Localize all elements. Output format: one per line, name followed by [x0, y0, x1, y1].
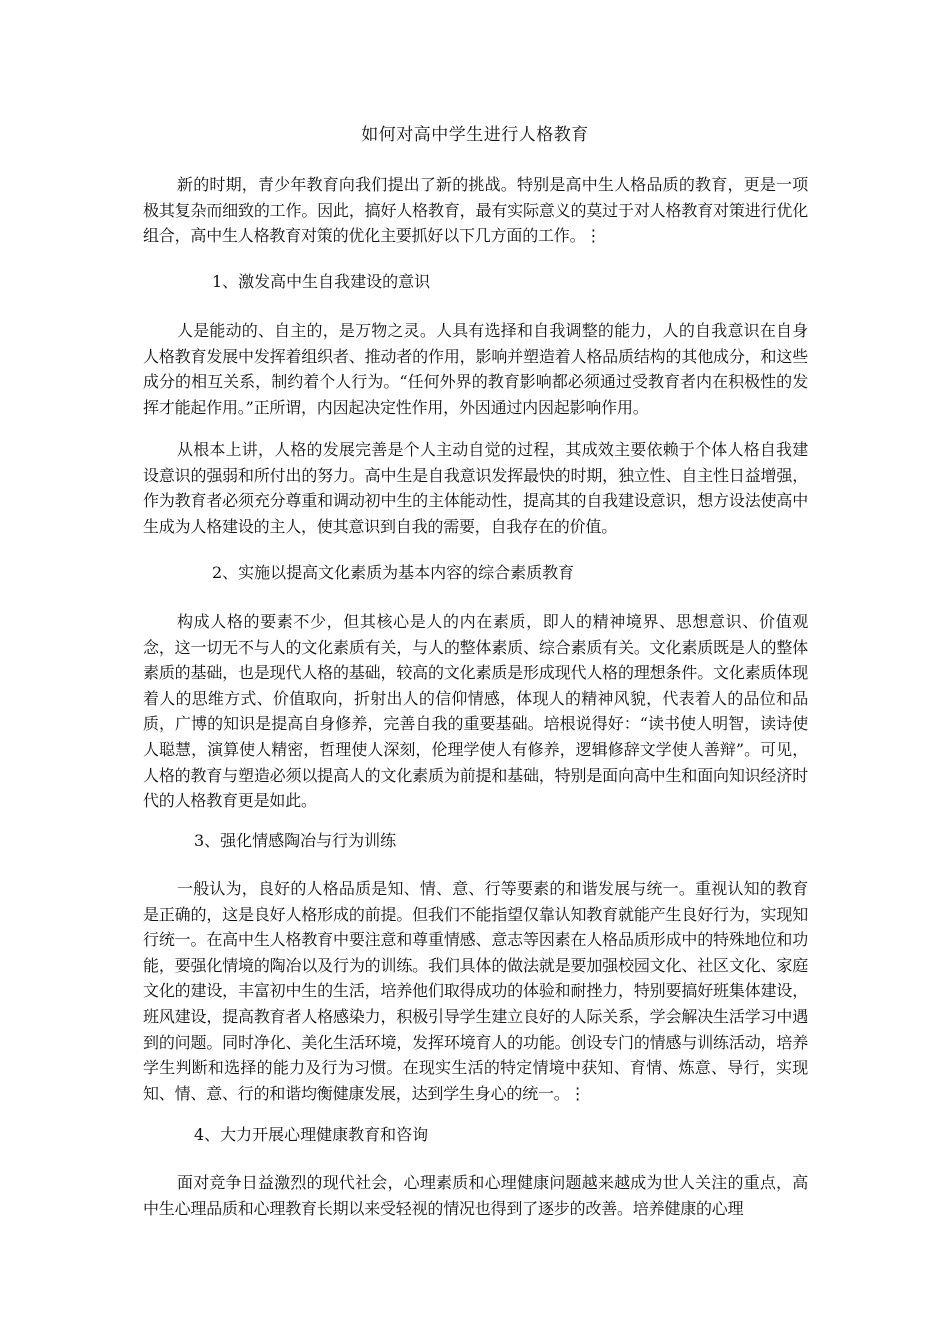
section-2-heading: 2、实施以提高文化素质为基本内容的综合素质教育: [212, 563, 575, 582]
section-2-paragraph-1: 构成人格的要素不少，但其核心是人的内在素质，即人的精神境界、思想意识、价值观念，这一切无不与人的文化素质有关，与人的整体素质、综合素质有关。文化素质既是人的整体素质的基础，也是现代人格的基础，较高的文化素质是形成现代人格的理想条件。文化素质体现着人的思维方式、价值取向，折射出人的信仰情感，体现人的精神风貌，代表着人的品位和品质，广博的知识是提高自身修养，完善自我的重要基础。培根说得好：“读书使人明智，读诗使人聪慧，演算使人精密，哲理使人深刻，伦理学使人有修养，逻辑修辞文学使人善辩”。可见，人格的教育与塑造必须以提高人的文化素质为前提和基础，特别是面向高中生和面向知识经济时代的人格教育更是如此。: [143, 612, 808, 811]
section-3-paragraph-1: 一般认为，良好的人格品质是知、情、意、行等要素的和谐发展与统一。重视认知的教育是正确的，这是良好人格形成的前提。但我们不能指望仅靠认知教育就能产生良好行为，实现知行统一。在高中生人格教育中要注意和尊重情感、意志等因素在人格品质形成中的特殊地位和功能，要强化情境的陶冶以及行为的训练。我们具体的做法就是要加强校园文化、社区文化、家庭文化的建设，丰富初中生的生活，培养他们取得成功的体验和耐挫力，特别要搞好班集体建设，班风建设，提高教育者人格感染力，积极引导学生建立良好的人际关系，学会解决生活学习中遇到的问题。同时净化、美化生活环境，发挥环境育人的功能。创设专门的情感与训练活动，培养学生判断和选择的能力及行为习惯。在现实生活的特定情境中获知、育情、炼意、导行，实现知、情、意、行的和谐均衡健康发展，达到学生身心的统一。⋮: [143, 879, 808, 1103]
document-title: 如何对高中学生进行人格教育: [361, 125, 589, 145]
intro-paragraph: 新的时期，青少年教育向我们提出了新的挑战。特别是高中生人格品质的教育，更是一项极其复杂而细致的工作。因此，搞好人格教育，最有实际意义的莫过于对人格教育对策进行优化组合，高中生人格教育对策的优化主要抓好以下几方面的工作。⋮: [143, 175, 808, 246]
section-1-paragraph-2: 从根本上讲，人格的发展完善是个人主动自觉的过程，其成效主要依赖于个体人格自我建设意识的强弱和所付出的努力。高中生是自我意识发挥最快的时期，独立性、自主性日益增强，作为教育者必须充分尊重和调动初中生的主体能动性，提高其的自我建设意识，想方设法使高中生成为人格建设的主人，使其意识到自我的需要，自我存在的价值。: [143, 440, 808, 536]
section-3-heading: 3、强化情感陶冶与行为训练: [194, 831, 397, 850]
section-1-heading: 1、激发高中生自我建设的意识: [212, 272, 431, 291]
section-1-paragraph-1: 人是能动的、自主的，是万物之灵。人具有选择和自我调整的能力，人的自我意识在自身人格教育发展中发挥着组织者、推动者的作用，影响并塑造着人格品质结构的其他成分，和这些成分的相互关系，制约着个人行为。“任何外界的教育影响都必须通过受教育者内在积极性的发挥才能起作用。”正所谓，内因起决定性作用，外因通过内因起影响作用。: [143, 321, 808, 417]
section-4-paragraph-1: 面对竞争日益激烈的现代社会，心理素质和心理健康问题越来越成为世人关注的重点，高中生心理品质和心理教育长期以来受轻视的情况也得到了逐步的改善。培养健康的心理: [143, 1173, 808, 1218]
section-4-heading: 4、大力开展心理健康教育和咨询: [194, 1125, 429, 1144]
